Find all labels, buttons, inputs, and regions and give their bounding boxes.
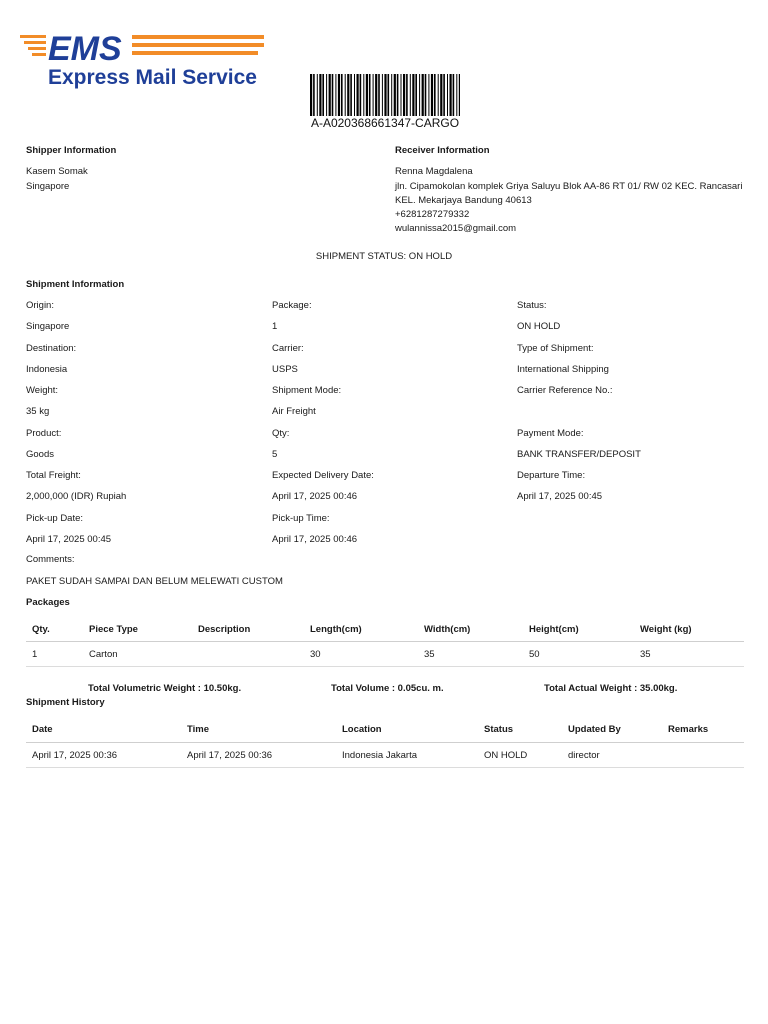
package-length-cell: 30 — [304, 642, 418, 667]
barcode-bar — [428, 74, 429, 116]
info-label: Type of Shipment: — [517, 342, 594, 354]
barcode-bar — [378, 74, 380, 116]
barcode-bar — [388, 74, 390, 116]
barcode-bar — [360, 74, 362, 116]
info-value: ON HOLD — [517, 321, 561, 332]
history-col-updated-by: Updated By — [562, 716, 662, 743]
history-time-cell: April 17, 2025 00:36 — [181, 743, 336, 768]
info-label: Total Freight: — [26, 470, 81, 481]
barcode-bar — [341, 74, 343, 116]
tracking-number: A-A020368661347-CARGO — [310, 116, 460, 130]
packages-col-description: Description — [192, 617, 304, 642]
barcode-bar — [447, 74, 448, 116]
packages-col-weight: Weight (kg) — [634, 617, 744, 642]
info-value: April 17, 2025 00:46 — [272, 491, 358, 502]
barcode-bar — [434, 74, 436, 116]
barcode-bar — [347, 74, 349, 116]
barcode-bar — [459, 74, 460, 116]
receiver-heading: Receiver Information — [395, 145, 490, 156]
shipment-info-heading: Shipment Information — [26, 279, 125, 290]
packages-col-width: Width(cm) — [418, 617, 523, 642]
barcode-bar — [326, 74, 327, 116]
ems-mark-text: EMS — [48, 30, 122, 68]
barcode-bar — [440, 74, 442, 116]
info-value: 5 — [272, 448, 278, 460]
packages-table — [26, 617, 744, 667]
info-label: Destination: — [26, 342, 77, 354]
barcode-bar — [443, 74, 445, 116]
shipper-heading: Shipper Information — [26, 145, 117, 156]
info-label: Product: — [26, 427, 62, 439]
info-value: BANK TRANSFER/DEPOSIT — [517, 448, 641, 460]
info-label: Payment Mode: — [517, 427, 584, 439]
barcode-bar — [412, 74, 414, 116]
barcode-bar — [317, 74, 318, 116]
barcode-bar — [329, 74, 331, 116]
logo-name: Express Mail Service — [48, 66, 257, 89]
history-remarks-cell — [662, 743, 744, 768]
total-actual-weight: Total Actual Weight : 35.00kg. — [544, 683, 678, 694]
table-row — [26, 743, 744, 768]
packages-col-piece-type: Piece Type — [83, 617, 192, 642]
barcode-bar — [384, 74, 386, 116]
packages-col-height: Height(cm) — [523, 617, 634, 642]
info-value: Singapore — [26, 321, 70, 332]
barcode-bar — [373, 74, 374, 116]
package-piece-type-cell: Carton — [83, 642, 192, 667]
history-col-location: Location — [336, 716, 478, 743]
barcode-bar — [419, 74, 420, 116]
shipper-name: Kasem Somak — [26, 166, 88, 177]
barcode-bar — [438, 74, 439, 116]
packages-header-row — [26, 617, 744, 642]
info-label: Qty: — [272, 427, 290, 439]
info-value: April 17, 2025 00:46 — [272, 533, 358, 545]
barcode-bar — [382, 74, 383, 116]
barcode-bar — [394, 74, 396, 116]
info-label: Weight: — [26, 385, 59, 396]
barcode-bar — [450, 74, 452, 116]
info-value: 35 kg — [26, 406, 50, 417]
total-volume: Total Volume : 0.05cu. m. — [331, 683, 444, 694]
barcode-bar — [406, 74, 408, 116]
info-label: Pick-up Date: — [26, 512, 84, 524]
barcode-image — [310, 74, 460, 116]
info-value: USPS — [272, 363, 298, 375]
history-location-cell: Indonesia Jakarta — [336, 743, 478, 768]
barcode-bar — [397, 74, 399, 116]
history-date-cell: April 17, 2025 00:36 — [26, 743, 181, 768]
barcode-bar — [313, 74, 315, 116]
info-label: Departure Time: — [517, 470, 586, 481]
table-row — [26, 642, 744, 667]
barcode-bar — [369, 74, 371, 116]
barcode-bar — [375, 74, 377, 116]
barcode-bar — [319, 74, 321, 116]
receiver-address-line1: jln. Cipamokolan komplek Griya Saluyu Blok AA-86 RT 01/ RW 02 KEC. Rancasari — [395, 181, 743, 192]
info-value: International Shipping — [517, 363, 609, 375]
history-heading: Shipment History — [26, 697, 105, 708]
info-label: Carrier: — [272, 342, 304, 354]
info-value: April 17, 2025 00:45 — [26, 533, 112, 545]
package-height-cell: 50 — [523, 642, 634, 667]
barcode-bar — [345, 74, 346, 116]
barcode-bar — [322, 74, 324, 116]
history-col-time: Time — [181, 716, 336, 743]
history-col-status: Status — [478, 716, 562, 743]
history-col-remarks: Remarks — [662, 716, 744, 743]
barcode-bar — [310, 74, 312, 116]
shipment-status-line: SHIPMENT STATUS: ON HOLD — [315, 251, 453, 262]
barcode-bar — [350, 74, 352, 116]
info-label: Pick-up Time: — [272, 512, 330, 524]
info-value: 2,000,000 (IDR) Rupiah — [26, 491, 127, 502]
info-label: Status: — [517, 300, 547, 311]
barcode-bar — [391, 74, 392, 116]
barcode-bar — [453, 74, 455, 116]
barcode-bar — [425, 74, 427, 116]
info-value: Air Freight — [272, 406, 316, 417]
barcode-bar — [332, 74, 334, 116]
history-updated-by-cell: director — [562, 743, 662, 768]
barcode-bar — [410, 74, 411, 116]
comments-value: PAKET SUDAH SAMPAI DAN BELUM MELEWATI CUSTOM — [26, 576, 283, 587]
barcode-bar — [357, 74, 359, 116]
barcode-bar — [422, 74, 424, 116]
packages-heading: Packages — [26, 597, 70, 608]
ems-logo — [20, 30, 270, 90]
shipper-location: Singapore — [26, 181, 70, 192]
package-weight-cell: 35 — [634, 642, 744, 667]
history-col-date: Date — [26, 716, 181, 743]
info-value: Indonesia — [26, 363, 68, 375]
receiver-email: wulannissa2015@gmail.com — [395, 223, 517, 234]
barcode-bar — [354, 74, 355, 116]
info-label: Package: — [272, 300, 312, 311]
info-value: 1 — [272, 321, 278, 332]
info-label: Expected Delivery Date: — [272, 470, 374, 481]
history-table — [26, 716, 744, 768]
barcode-bar — [335, 74, 336, 116]
comments-label: Comments: — [26, 554, 75, 565]
receiver-address-line2: KEL. Mekarjaya Bandung 40613 — [395, 195, 532, 206]
ems-logo-mark — [20, 30, 270, 70]
barcode-bar — [401, 74, 402, 116]
package-qty-cell: 1 — [26, 642, 83, 667]
history-status-cell: ON HOLD — [478, 743, 562, 768]
info-label: Origin: — [26, 300, 54, 311]
barcode-bar — [366, 74, 368, 116]
history-header-row — [26, 716, 744, 743]
barcode-bar — [431, 74, 433, 116]
package-description-cell — [192, 642, 304, 667]
info-value: April 17, 2025 00:45 — [517, 491, 603, 502]
total-volumetric-weight: Total Volumetric Weight : 10.50kg. — [88, 683, 242, 694]
receiver-phone: +6281287279332 — [395, 209, 470, 220]
info-label: Carrier Reference No.: — [517, 385, 613, 396]
info-value: Goods — [26, 448, 54, 460]
barcode-bar — [456, 74, 457, 116]
info-label: Shipment Mode: — [272, 385, 342, 396]
packages-col-length: Length(cm) — [304, 617, 418, 642]
barcode-bar — [363, 74, 364, 116]
package-width-cell: 35 — [418, 642, 523, 667]
barcode-bar — [415, 74, 417, 116]
barcode-bar — [403, 74, 405, 116]
barcode-bar — [338, 74, 340, 116]
packages-col-qty: Qty. — [26, 617, 83, 642]
receiver-name: Renna Magdalena — [395, 166, 473, 177]
